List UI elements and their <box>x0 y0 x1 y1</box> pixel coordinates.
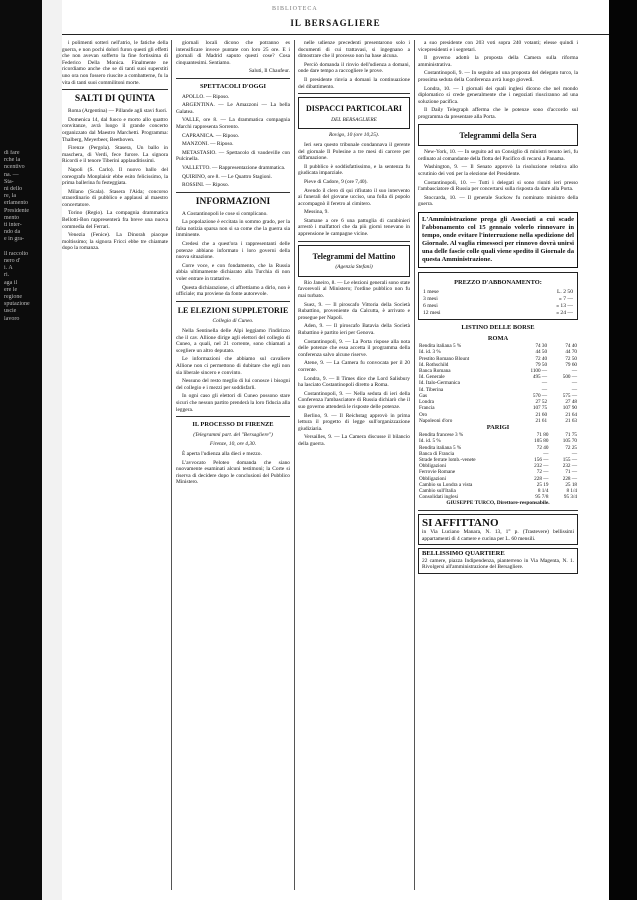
borse-cell-name: Obbligazioni <box>419 463 447 470</box>
borse-cell-a: 228 — <box>534 475 549 482</box>
adjacent-page-line: erlamento <box>4 200 28 207</box>
morning-telegram-item: Aden, 9. — Il piroscafo Batavia della Società Rubattino è partito ieri per Genova. <box>298 323 410 336</box>
section-title-salti: SALTI DI QUINTA <box>74 94 156 105</box>
price-row <box>422 296 574 303</box>
evening-telegram-list <box>418 149 578 208</box>
borse-cell-name: Cambio sull'Italia <box>419 487 456 494</box>
borse-cell-name: Francia <box>419 405 435 412</box>
morning-telegram-subtitle: (Agenzia Stefani) <box>335 264 373 271</box>
column-1 <box>62 40 168 890</box>
morning-telegram-item: Suez, 9. — Il piroscafo Vittoria della Società Rubattino, proveniente da Calcutta, è arrivato e prosegue per Napoli. <box>298 301 410 321</box>
borse-cell-a: 495 — <box>532 374 548 381</box>
trial-continued <box>298 40 410 90</box>
info-title: INFORMAZIONI <box>195 196 271 207</box>
trial-item: È aperta l'udienza alla dieci e mezzo. <box>182 450 262 457</box>
telegram-paragraph: Costantinopoli, 9. — In seguito ad una proposta del delegato turco, la prossima seduta della Conferenza avrà luogo giovedì. <box>418 70 578 83</box>
borse-cell-a: 44 50 <box>535 349 548 356</box>
morning-telegram-item: Berlino, 9. — Il Reichstag approvò in prima lettura il progetto di legge sull'organizzazione giudiziaria. <box>298 412 410 432</box>
dispatch-item: Messina, 9. <box>304 209 329 216</box>
borse-cell-b: 74 40 <box>565 343 577 350</box>
borse-roma-table <box>418 335 578 424</box>
adjacent-page-line: ncentivo <box>4 164 25 171</box>
divider <box>176 416 290 417</box>
morning-telegram-title: Telegrammi del Mattino <box>312 251 396 261</box>
price-label: 1 mese <box>423 289 439 296</box>
borse-cell-name: Banca Romana <box>419 368 451 375</box>
adjacent-page-line: re, la <box>4 193 16 200</box>
dispatch-item: Avendo il clero di qui rifiutato il suo intervento ai funerali del giovane ucciso, una folla di popolo accompagnò il feretro al cimitero. <box>298 187 410 207</box>
evening-telegram-item: Stoccarda, 10. — Il generale Suckow fu nominato ministro della guerra. <box>418 194 578 208</box>
adjacent-page-line: lavoro <box>4 315 20 322</box>
info-item: La popolazione è eccitata in sommo grado, per la falsa notizia sparsa non si sa come che la guerra sia imminente. <box>176 219 290 239</box>
evening-telegram-item: Costantinopoli, 10. — Tutti i delegati si sono riuniti ieri presso l'ambasciatore di Russia per concertarsi sulla risposta da dare alla Porta. <box>418 179 578 193</box>
salti-item: Firenze (Pergola). Stasera, Un ballo in maschera, di Verdi, fece furore. La signora Ricordi e il tenore Tiberini applauditissimi. <box>62 145 168 165</box>
adjacent-page-line: ti inter- <box>4 222 22 229</box>
column-divider <box>294 40 295 890</box>
adjacent-page-line: Sta- <box>4 178 14 185</box>
trial-paragraph: Perciò domanda il rinvio dell'udienza a domani, onde dare tempo a raccogliere le prove. <box>298 61 410 75</box>
info-list <box>176 211 290 298</box>
morning-telegram-box <box>298 245 410 277</box>
borse-cell-a: 8 1/4 <box>537 487 549 494</box>
election-item: Nella Sentinella delle Alpi leggiamo l'indirizzo che il cav. Allione dirige agli elettori del collegio di Cuneo, a quali, nel 21 corrente, sono chiamati a scegliere un altro deputato. <box>176 328 290 354</box>
price-row <box>422 303 574 310</box>
price-row <box>422 310 574 317</box>
theater-item: QUIRINO, ore 8. — Le Quattro Stagioni. <box>182 173 272 180</box>
adjacent-page-line: mento <box>4 214 19 221</box>
adjacent-page-line: rche la <box>4 157 21 164</box>
evening-telegram-box <box>418 124 578 147</box>
borse-cell-b: 21 64 <box>565 411 577 418</box>
borse-cell-name: Rendita francese 3 % <box>419 432 464 439</box>
borse-cell-a: 72 — <box>536 469 549 476</box>
ad-quartiere-text: 22 camere, piazza Indipendenza, pianterreno in Via Magenta, N. 1. Rivolgersi all'amministrazione del Bersagliere. <box>422 557 574 571</box>
borse-cell-b: 95 3/4 <box>563 494 577 501</box>
letter-signoff: Saluti, Il Chaufeur. <box>248 68 290 75</box>
dispatch-date: Rovigo, 10 (ore 10,25). <box>328 132 380 139</box>
borse-cell-name: Id. Tiberina <box>419 386 444 393</box>
borse-cell-a: 21 60 <box>535 411 548 418</box>
borse-cell-b: 71 — <box>565 469 577 476</box>
salti-item: Torino (Regio). La compagnia drammatica Bellotti-Bon rappresenterà fra breve una nuova commedia del Ferrari. <box>62 210 168 230</box>
divider <box>176 78 290 79</box>
borse-cell-name: Londra <box>419 399 434 406</box>
price-label: 6 mesi <box>423 303 438 310</box>
adjacent-page-strip <box>0 0 42 900</box>
theater-item: MANZONI. — Riposo. <box>182 141 234 148</box>
column-3 <box>298 40 410 890</box>
adjacent-page-line: i. A <box>4 265 13 272</box>
trial-list <box>176 451 290 486</box>
borse-cell-a: 156 — <box>534 456 549 463</box>
theater-title: SPETTACOLI D'OGGI <box>199 82 267 90</box>
morning-telegram-item: Versailles, 9. — La Camera discusse il bilancio della guerra. <box>298 434 410 447</box>
adjacent-page-line: Presidente <box>4 207 29 214</box>
borse-cell-b: 72 50 <box>565 355 577 362</box>
dispatch-list <box>298 142 410 238</box>
trial-date: Firenze, 10, ore 4,30. <box>209 441 257 448</box>
column-divider <box>171 40 172 890</box>
borse-cell-name: Strade ferrate lomb.-venete <box>419 456 476 463</box>
adjacent-page-line: ll raccolto <box>4 250 29 257</box>
election-subtitle: Collegio di Cuneo. <box>212 318 254 325</box>
ad-quartiere <box>418 548 578 574</box>
dispatch-item: Il pubblico è soddisfattissimo, e la sentenza fu giudicata imparziale. <box>298 163 410 177</box>
dispatch-title: DISPACCI PARTICOLARI <box>305 104 403 114</box>
borse-cell-a: 232 — <box>534 463 549 470</box>
morning-telegram-item: Rio Janeiro, 8. — Le elezioni generali sono state favorevoli al Ministero; l'ordine pubblico non fu mai turbato. <box>298 279 410 300</box>
borse-cell-b: 155 — <box>562 456 577 463</box>
page-header <box>62 6 609 40</box>
salti-item: Domenica 14, dal fuoco e morto allo quattro convitanze, avrà luogo il grande concerto organizzato dal Maestro Marchetti. Programma: Thalberg, Meyerbeer, Beethoven. <box>62 116 168 143</box>
letter-text: giornali locali dicono che potranno es intensificare invece puntate con loro 25 ore. E i giornali di Madrid saputo questi cose? Cosa cinquantesimi. Sentiamo. <box>176 40 290 66</box>
telegram-paragraph: Il governo adottò la proposta della Camera sulla riforma amministrativa. <box>418 55 578 68</box>
borse-cell-a: 107 75 <box>532 405 548 412</box>
dispatch-item: Pieve di Cadore, 9 (ore 7,40). <box>304 178 368 185</box>
borse-cell-a: 74 30 <box>535 343 548 350</box>
morning-telegram-list <box>298 280 410 448</box>
borse-cell-name: Id. id. 3 % <box>419 349 441 356</box>
adjacent-page-line: ri. <box>4 272 10 279</box>
price-row <box>422 289 574 296</box>
column-divider <box>414 40 415 890</box>
theater-item: VALLE, ore 8. — La drammatica compagnia Marchi rappresenta Sorrento. <box>176 117 290 130</box>
telegram-continued <box>418 40 578 121</box>
borse-cell-b: 25 18 <box>565 481 577 488</box>
parigi-title: PARIGI <box>486 423 510 431</box>
borse-cell-a: — <box>541 380 548 387</box>
info-item: Corre voce, e con fondamento, che la Russia abbia ultimamente dichiarato alla Turchia di non voler entrare in trattative. <box>176 262 290 283</box>
borse-cell-name: Id. Generale <box>419 374 445 381</box>
borse-cell-a: 1100 — <box>530 368 548 375</box>
election-list <box>176 328 290 413</box>
telegram-paragraph: Londra, 10. — I giornali dei quali inglesi dicono che nel mondo diplomatico si crede generalmente che i negoziati riusciranno ad una soluzione pacifica. <box>418 85 578 105</box>
borse-cell-name: Gas <box>419 392 428 399</box>
theater-item: METASTASIO. — Spettacolo di vaudeville con Pulcinella. <box>176 149 290 163</box>
borse-cell-name: Consolidati inglesi <box>419 494 459 501</box>
evening-telegram-item: Washington, 9. — Il Senato approvò la risoluzione relativa allo scrutinio dei voti per la elezione del Presidente. <box>418 164 578 177</box>
price-value: » 13 — <box>556 303 573 310</box>
info-item: Questa dichiarazione, ci affrettiamo a dirlo, non è ufficiale; ma proviene da fonte autorevole. <box>176 284 290 298</box>
morning-telegram-item: Costantinopoli, 9. — Nella seduta di ieri della Conferenza l'ambasciatore di Russia dichiarò che il suo governo attenderà le risposte delle potenze. <box>298 390 410 410</box>
dispatch-box <box>298 97 410 129</box>
scan-border <box>609 0 637 900</box>
borse-cell-a: — <box>541 386 548 393</box>
adjacent-page-line: di fare <box>4 150 20 156</box>
salti-item: Venezia (Fenice). La Dinorah piacque moltissimo; la signora Fricci ebbe tre chiamate dopo la romanza. <box>62 232 168 252</box>
library-stamp: BIBLIOTECA <box>272 6 318 12</box>
borse-cell-b: 105 70 <box>562 438 577 445</box>
divider <box>176 301 290 302</box>
adjacent-page-line: ndo da <box>4 229 21 236</box>
borse-cell-a: 21 61 <box>535 417 548 424</box>
divider <box>62 89 168 90</box>
borse-cell-a: 71 80 <box>536 432 549 439</box>
telegram-paragraph: Il Daily Telegraph afferma che le potenze sono d'accordo sul programma da presentare alla Porta. <box>418 107 578 120</box>
borse-cell-b: 71 75 <box>565 432 577 439</box>
editor-line: GIUSEPPE TURCO, Direttore-responsabile. <box>446 500 550 507</box>
adjacent-page-line: sputazione <box>4 301 30 308</box>
borse-cell-b: — <box>571 380 577 387</box>
subscription-notice: L'Amministrazione prega gli Associati a cui scade l'abbonamento col 15 gennaio volerlo rinnovare in tempo, onde evitare l'interruzione nella spedizione del Giornale. Al vaglia rimessoci per rinnovo dovrà unirsi una delle fascie colle quali viene spedito il Giornale da questa Amministrazione. <box>418 212 578 268</box>
borse-cell-b: — <box>571 368 577 375</box>
borse-cell-b: 72 25 <box>565 444 577 451</box>
theater-item: CAPRANICA. — Riposo. <box>182 132 240 139</box>
salti-item: Milano (Scala). Stasera l'Aida; concorso straordinario di pubblico e applausi al maestro concertatore. <box>62 188 168 208</box>
divider <box>298 93 410 94</box>
theater-item: ROSSINI. — Riposo. <box>182 182 230 189</box>
adjacent-page-line: aga il <box>4 279 18 286</box>
theater-item: VALLETTO. — Rappresentazione drammatica. <box>182 164 286 171</box>
adjacent-page-line: uscie <box>4 308 17 315</box>
election-item: Le informazioni che abbiamo sul cavaliere Allione non ci permettono di dubitare che egli non sia liberale sincero e convinto. <box>176 356 290 376</box>
borse-cell-name: Rendita italiana 5 % <box>419 343 462 350</box>
borse-cell-name: Prestito Romano Blount <box>419 355 470 362</box>
price-value: » 24 — <box>556 310 573 317</box>
ad-affitto-text: in Via Luciano Manara, N. 13, 1° p. (Trastevere) bellissimi appartamenti di 4 camere e cucina per L. 60 mensili. <box>422 528 574 542</box>
borse-cell-a: 95 7/8 <box>535 494 549 501</box>
adjacent-page-line <box>4 244 40 251</box>
borse-cell-b: 27 48 <box>565 399 577 406</box>
borse-cell-a: 27 52 <box>535 399 548 406</box>
borse-title: LISTINO DELLE BORSE <box>461 324 535 332</box>
theater-item: APOLLO. — Riposo. <box>182 93 230 100</box>
info-item: A Costantinopoli le cose si complicano. <box>182 210 268 217</box>
borse-cell-b: 107 90 <box>562 405 577 412</box>
column-4 <box>418 40 578 890</box>
masthead: IL BERSAGLIERE <box>290 18 381 28</box>
adjacent-page-line: regione <box>4 294 22 301</box>
divider <box>176 192 290 193</box>
dispatch-item: Ieri sera questo tribunale condannava il gerente del giornale Il Polesine a tre mesi di carcere per diffamazione. <box>298 141 410 162</box>
borse-cell-b: 44 70 <box>565 349 577 356</box>
borse-cell-b: 79 60 <box>565 361 577 368</box>
price-label: 12 mesi <box>423 310 441 317</box>
header-rule <box>62 34 609 35</box>
trial-title: IL PROCESSO DI FIRENZE <box>192 421 274 429</box>
adjacent-page-line: nero d' <box>4 258 21 265</box>
borse-cell-b: 228 — <box>562 475 577 482</box>
borse-cell-a: 72 40 <box>535 355 548 362</box>
price-label: 3 mesi <box>423 296 438 303</box>
telegram-paragraph: a suo presidente con 203 voti sopra 240 votanti; elesse quindi i vicepresidenti e i segretari. <box>418 40 578 53</box>
article-intro: i polimenti sotteri nell'atrio, le fatiche della guerra, e non pochi dolori furon questi gli effetti che non avevan sofferto la fine fortissima di Federico Della Monica. Finalmente ne ricordiamo anche che se di tanti suoi superstiti uno ora non fossero riuscite a combatterne, fu la vita di tanti suoi commilitoni morte. <box>62 40 168 86</box>
borse-cell-name: Id. id. 5 % <box>419 438 441 445</box>
borse-cell-a: 105 80 <box>534 438 549 445</box>
borse-cell-name: Obbligazioni <box>419 475 447 482</box>
morning-telegram-item: Atene, 9. — La Camera fu convocata per il 20 corrente. <box>298 360 410 373</box>
price-table <box>422 289 574 317</box>
column-2 <box>176 40 290 890</box>
morning-telegram-item: Costantinopoli, 9. — La Porta rispose alla nota delle potenze che essa accetta il programma della conferenza salvo alcune riserve. <box>298 338 410 358</box>
borse-cell-a: 570 — <box>532 392 548 399</box>
election-item: In ogni caso gli elettori di Cuneo possono stare sicuri che nessun partito prenderà la loro fiducia alla leggera. <box>176 393 290 413</box>
borse-parigi-table <box>418 424 578 500</box>
borse-cell-a: 79 50 <box>535 361 548 368</box>
salti-item: Napoli (S. Carlo). Il nuovo ballo del coreografo Monplaisir ebbe esito felicissimo, la prima ballerina fu festeggiata. <box>62 166 168 187</box>
borse-cell-b: 232 — <box>562 463 577 470</box>
salti-item: Roma (Argentina) — Pillande agli stavi fuori. <box>68 108 168 115</box>
borse-cell-a: — <box>543 450 549 457</box>
borse-cell-name: Napoleoni d'oro <box>419 417 453 424</box>
borse-cell-b: — <box>571 450 577 457</box>
price-value: L. 2 50 <box>556 289 573 296</box>
borse-cell-name: Id. Italo-Germanica <box>419 380 460 387</box>
borse-cell-a: 72 40 <box>536 444 549 451</box>
morning-telegram-item: Londra, 9. — Il Times dice che Lord Salisbury ha lasciato Costantinopoli diretto a Roma. <box>298 375 410 389</box>
borse-cell-b: 21 63 <box>565 417 577 424</box>
adjacent-page-line: ni dello <box>4 186 23 193</box>
borse-cell-a: 25 19 <box>536 481 549 488</box>
divider <box>298 241 410 242</box>
borse-cell-b: 575 — <box>562 392 577 399</box>
election-title: LE ELEZIONI SUPPLETORIE <box>177 305 289 315</box>
dispatch-item: Stamane a ore 6 una pattuglia di carabinieri arrestò i malfattori che da più giorni tenevano in apprensione le campagne vicine. <box>298 217 410 238</box>
divider <box>418 510 578 511</box>
page-gutter <box>42 0 62 900</box>
election-item: Nessuno del resto meglio di lui conosce i bisogni del collegio e i mezzi per soddisfarli. <box>176 378 290 391</box>
price-title: PREZZO D'ABBONAMENTO: <box>454 278 542 286</box>
borse-cell-name: Id. Rothschild <box>419 361 449 368</box>
adjacent-page-text <box>4 150 40 323</box>
theater-list <box>176 94 290 189</box>
trial-subtitle: (Telegrammi part. del "Bersagliere") <box>193 431 273 438</box>
salti-list <box>62 108 168 252</box>
borse-cell-name: Rendita italiana 5 % <box>419 444 462 451</box>
borse-cell-name: Ferrovie Romane <box>419 469 456 476</box>
dispatch-subtitle: DEL BERSAGLIERE <box>331 116 377 123</box>
ad-quartiere-title: BELLISSIMO QUARTIERE <box>422 550 505 558</box>
roma-title: ROMA <box>487 335 509 343</box>
price-box <box>418 272 578 321</box>
borse-cell-b: 8 1/4 <box>566 487 577 494</box>
borse-cell-name: Banca di Francia <box>419 450 455 457</box>
adjacent-page-line: e in gra- <box>4 236 24 243</box>
borse-cell-b: — <box>571 386 577 393</box>
borse-cell-b: 500 — <box>562 374 577 381</box>
borse-cell-name: Oro <box>419 411 428 418</box>
ad-affitto-title: SI AFFITTANO <box>422 516 499 529</box>
evening-telegram-title: Telegrammi della Sera <box>459 130 537 140</box>
price-value: » 7 — <box>559 296 573 303</box>
trial-item: L'avvocato Peloteo domanda che siano nuovamente esaminati alcuni testimoni; la Corte si riserva di decidere dopo le conclusioni del Pubblico Ministero. <box>176 459 290 486</box>
adjacent-page-line: na. — <box>4 171 19 178</box>
ad-affitto <box>418 514 578 545</box>
borse-cell-name: Cambio su Londra a vista <box>419 481 473 488</box>
adjacent-page-line: ere le <box>4 286 18 293</box>
trial-paragraph: Il presidente rinvia a domani la continuazione del dibattimento. <box>298 76 410 90</box>
theater-item: ARGENTINA. — Le Amazzoni — La bella Galatea. <box>176 102 290 115</box>
info-item: Credesi che a quest'ora i rappresentanti delle potenze abbiano informato i loro governi della nuova situazione. <box>176 241 290 261</box>
trial-paragraph: nelle udienze precedenti presentarono solo i documenti di cui trattavasi, si ingegnano a dimostrare che il processo non ha base alcuna. <box>298 40 410 60</box>
evening-telegram-item: New-York, 10. — In seguito ad un Consiglio di ministri tenuto ieri, fu ordinato al comandante della flotta del Pacifico di recarsi a Panama. <box>418 149 578 162</box>
